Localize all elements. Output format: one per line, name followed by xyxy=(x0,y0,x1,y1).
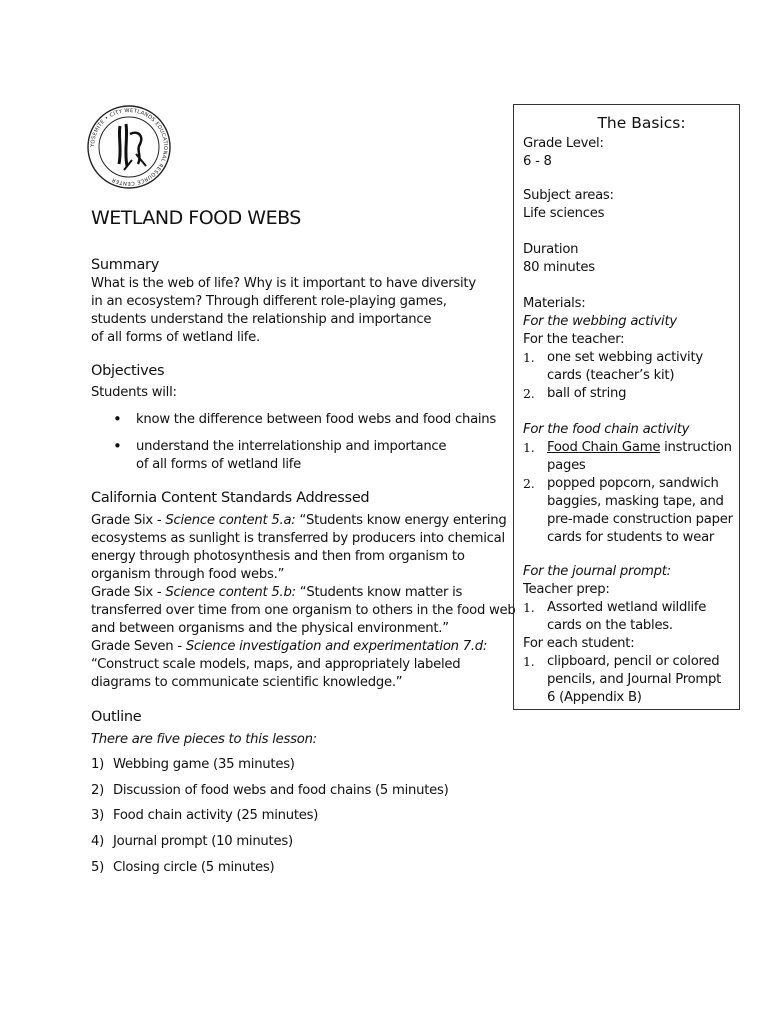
material-item xyxy=(523,653,721,707)
duration-label: Duration xyxy=(523,242,579,257)
each-student-label: For each student: xyxy=(523,636,635,651)
standards-text xyxy=(91,512,516,692)
material-item xyxy=(523,385,626,403)
svg-text:YOSEMITE • CITY WETLANDS EDUCA xyxy=(90,108,168,186)
item-number: 2. xyxy=(523,476,535,491)
item-number: 1. xyxy=(523,350,535,365)
item-text: pre-made construction paper xyxy=(547,512,733,527)
material-item xyxy=(523,439,732,475)
teacher-label: For the teacher: xyxy=(523,332,625,347)
item-number: 1. xyxy=(523,600,535,615)
outline-item xyxy=(91,783,449,798)
outline-num: 4) xyxy=(91,834,105,849)
standard-text: energy through photosynthesis and then from organism to xyxy=(91,549,465,564)
item-text: pages xyxy=(547,458,586,473)
item-text: 6 (Appendix B) xyxy=(547,690,642,705)
grade-label: Grade Six - xyxy=(91,585,166,600)
standard-ref: Science content 5.b: xyxy=(165,585,296,600)
materials-label: Materials: xyxy=(523,296,586,311)
outline-heading: Outline xyxy=(91,709,142,725)
objectives-heading: Objectives xyxy=(91,363,165,379)
grade-label: Grade Seven - xyxy=(91,639,186,654)
wetlands-center-logo xyxy=(86,104,172,190)
outline-text: Closing circle (5 minutes) xyxy=(113,860,275,875)
food-chain-activity-heading: For the food chain activity xyxy=(523,422,690,437)
outline-intro: There are five pieces to this lesson: xyxy=(91,732,317,747)
summary-line: students understand the relationship and importance xyxy=(91,312,432,327)
outline-item xyxy=(91,860,274,875)
item-text: cards (teacher’s kit) xyxy=(547,368,675,383)
outline-num: 5) xyxy=(91,860,105,875)
journal-prompt-heading: For the journal prompt: xyxy=(523,564,671,579)
outline-item xyxy=(91,808,318,823)
basics-box xyxy=(513,104,740,710)
standard-text: “Construct scale models, maps, and appropriately labeled xyxy=(91,657,461,672)
subject-areas-value: Life sciences xyxy=(523,206,605,221)
duration-value: 80 minutes xyxy=(523,260,595,275)
item-number: 2. xyxy=(523,386,535,401)
item-text: popped popcorn, sandwich xyxy=(547,476,719,491)
summary-line: of all forms of wetland life. xyxy=(91,330,260,345)
subject-areas-label: Subject areas: xyxy=(523,188,614,203)
grade-level-label: Grade Level: xyxy=(523,136,604,151)
summary-heading: Summary xyxy=(91,257,159,273)
logo-ring-text: YOSEMITE • CITY WETLANDS EDUCATIONAL RESOURCE CENTER xyxy=(89,107,169,187)
outline-num: 2) xyxy=(91,783,105,798)
material-item xyxy=(523,349,703,385)
item-number: 1. xyxy=(523,440,535,455)
item-text: pencils, and Journal Prompt xyxy=(547,672,722,687)
item-number: 1. xyxy=(523,654,535,669)
item-text: baggies, masking tape, and xyxy=(547,494,724,509)
outline-num: 3) xyxy=(91,808,105,823)
webbing-activity-heading: For the webbing activity xyxy=(523,314,677,329)
standard-text: and between organisms and the physical environment.” xyxy=(91,621,449,636)
item-text: ball of string xyxy=(547,386,627,401)
grade-label: Grade Six - xyxy=(91,513,166,528)
outline-text: Journal prompt (10 minutes) xyxy=(113,834,293,849)
outline-text: Webbing game (35 minutes) xyxy=(113,757,295,772)
outline-text: Food chain activity (25 minutes) xyxy=(113,808,319,823)
objective-text xyxy=(136,438,526,474)
standard-text: “Students know energy entering xyxy=(295,513,507,528)
objective-text-line: understand the interrelationship and importance xyxy=(136,439,447,454)
outline-item xyxy=(91,834,293,849)
material-item xyxy=(523,475,733,547)
outline-num: 1) xyxy=(91,757,105,772)
objective-text-line: of all forms of wetland life xyxy=(136,457,302,472)
teacher-prep-label: Teacher prep: xyxy=(523,582,610,597)
bullet-icon: • xyxy=(113,437,122,455)
standard-text: transferred over time from one organism to others in the food web xyxy=(91,603,516,618)
summary-line: What is the web of life? Why is it important to have diversity xyxy=(91,276,476,291)
basics-title: The Basics: xyxy=(597,114,686,132)
summary-text xyxy=(91,275,501,347)
item-text: one set webbing activity xyxy=(547,350,703,365)
item-text: cards on the tables. xyxy=(547,618,673,633)
outline-text: Discussion of food webs and food chains (5 minutes) xyxy=(113,783,449,798)
item-text: instruction xyxy=(660,440,732,455)
page-title: WETLAND FOOD WEBS xyxy=(91,207,301,229)
standard-ref: Science investigation and experimentation 7.d: xyxy=(185,639,488,654)
objective-text: know the difference between food webs and food chains xyxy=(136,412,497,427)
standard-text: “Students know matter is xyxy=(295,585,463,600)
standard-ref: Science content 5.a: xyxy=(165,513,296,528)
standard-text: ecosystems as sunlight is transferred by producers into chemical xyxy=(91,531,505,546)
bullet-icon: • xyxy=(113,410,122,428)
standard-text: diagrams to communicate scientific knowledge.” xyxy=(91,675,403,690)
outline-item xyxy=(91,757,295,772)
objectives-intro: Students will: xyxy=(91,385,177,400)
standards-heading: California Content Standards Addressed xyxy=(91,490,370,506)
grade-level-value: 6 - 8 xyxy=(523,154,552,169)
summary-line: in an ecosystem? Through different role-playing games, xyxy=(91,294,447,309)
item-text: cards for students to wear xyxy=(547,530,715,545)
item-text: clipboard, pencil or colored xyxy=(547,654,720,669)
item-text: Assorted wetland wildlife xyxy=(547,600,707,615)
standard-text: organism through food webs.” xyxy=(91,567,285,582)
material-item xyxy=(523,599,706,635)
food-chain-game-link[interactable]: Food Chain Game xyxy=(547,440,661,455)
